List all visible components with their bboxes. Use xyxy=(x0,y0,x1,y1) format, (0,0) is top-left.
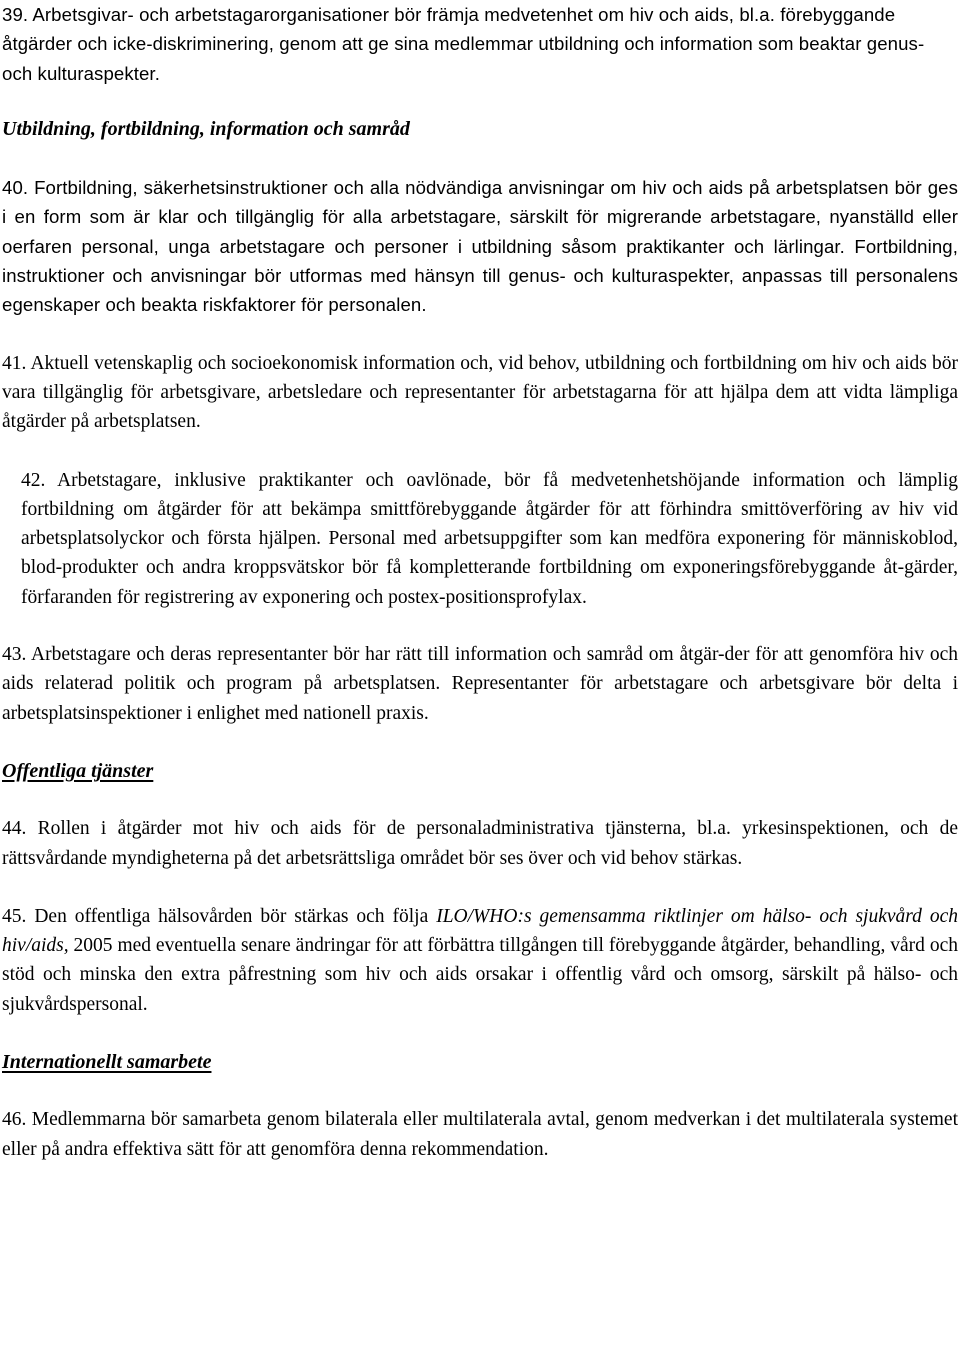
section-heading-offentliga: Offentliga tjänster xyxy=(2,759,154,782)
paragraph-40: 40. Fortbildning, säkerhetsinstruktioner och alla nödvändiga anvisningar om hiv och aids på arbetsplatsen bör ges i en form som är klar och tillgänglig för alla arbetstagare, särskilt för migrerande arbetstagare, nyanställd eller oerfaren personal, unga arbetstagare och personer i utbildning såsom praktikanter och lärlingar. Fortbildning, instruktioner och anvisningar bör utformas med hänsyn till genus- och kulturaspekter, anpassas till personalens egenskaper och beakta riskfaktorer för personalen. xyxy=(2,177,958,316)
section-heading-utbildning: Utbildning, fortbildning, information och samråd xyxy=(2,117,410,140)
document-page xyxy=(2,0,958,1164)
paragraph-45 xyxy=(2,902,958,1019)
paragraph-43: 43. Arbetstagare och deras representanter bör har rätt till information och samråd om åtgär-der för att genomföra hiv och aids relaterad politik och program på arbetsplatsen. Representanter för arbetstagare och arbetsgivare bör delta i arbetsplatsinspektioner i enlighet med nationell praxis. xyxy=(2,644,958,724)
section-heading-internationellt: Internationellt samarbete xyxy=(2,1051,212,1074)
paragraph-45-citation: ILO/WHO:s gemensamma riktlinjer om hälso- och sjukvård och hiv/aids, xyxy=(2,905,959,957)
paragraph-42-text: 42. Arbetstagare, inklusive praktikanter och oavlönade, bör få medvetenhetshöjande information och lämplig fortbildning om åtgärder för att bekämpa smittförebyggande åtgärder för att förhindra smittöverföring av hiv vid arbetsplatsolyckor och första hjälpen. Personal med arbetsuppgifter som kan medföra exponering för människoblod, blod-produkter och andra kroppsvätskor bör få kompletterande fortbildning om exponeringsförebyggande åt-gärder, förfaranden för registrering av exponering och postex-positionsprofylax. xyxy=(21,469,958,608)
paragraph-39: 39. Arbetsgivar- och arbetstagarorganisationer bör främja medvetenhet om hiv och aids, bl.a. förebyggande åtgärder och icke-diskriminering, genom att ge sina medlemmar utbildning och information som beaktar genus- och kulturaspekter. xyxy=(2,4,925,84)
paragraph-42 xyxy=(2,466,958,612)
paragraph-45-rest: 2005 med eventuella senare ändringar för att förbättra tillgången till förebyggande åtgärder, behandling, vård och stöd och minska den extra påfrestning som hiv och aids orsakar i offentlig vård och omsorg, särskilt på hälso- och sjukvårdspersonal. xyxy=(2,935,958,1015)
paragraph-44: 44. Rollen i åtgärder mot hiv och aids för de personaladministrativa tjänsterna, bl.a. yrkesinspektionen, och de rättsvårdande myndigheterna på det arbetsrättsliga området bör ses över och vid behov stärkas. xyxy=(2,818,958,869)
paragraph-41: 41. Aktuell vetenskaplig och socioekonomisk information och, vid behov, utbildning och fortbildning om hiv och aids bör vara tillgänglig för arbetsgivare, arbetsledare och representanter för arbetstagarna för att hjälpa dem att vidta lämpliga åtgärder på arbetsplatsen. xyxy=(2,352,958,433)
paragraph-45-lead: 45. Den offentliga hälsovården bör stärkas och följa xyxy=(2,905,437,927)
paragraph-46: 46. Medlemmarna bör samarbeta genom bilaterala eller multilaterala avtal, genom medverkan i det multilaterala systemet eller på andra effektiva sätt för att genomföra denna rekommendation. xyxy=(2,1109,958,1160)
